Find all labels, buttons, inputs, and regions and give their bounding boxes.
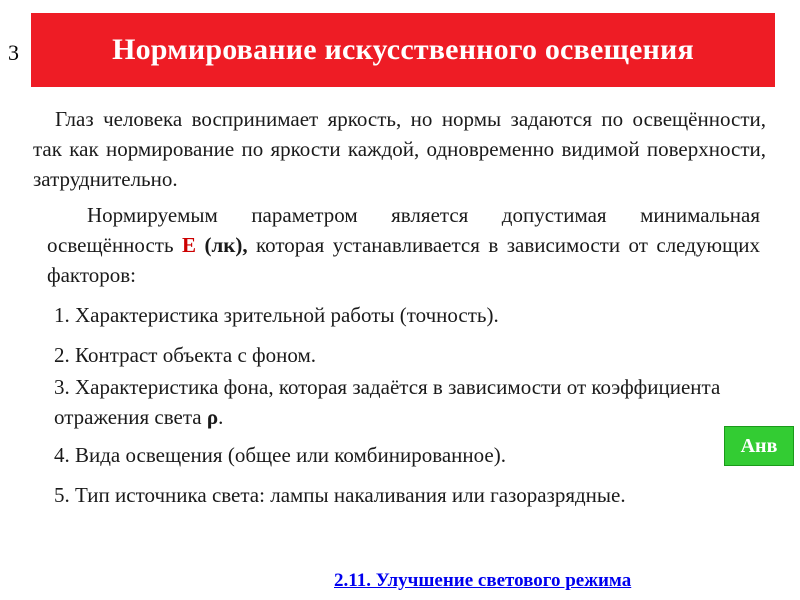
- paragraph-text-after: которая устанавливается в зависимости от следующих факторов:: [47, 233, 761, 287]
- factor-item-2: 2. Контраст объекта с фоном.: [54, 343, 317, 367]
- normalized-parameter-paragraph: [47, 200, 760, 290]
- intro-paragraph: Глаз человека воспринимает яркость, но нормы задаются по освещённости, так как нормирование по яркости каждой, одновременно видимой поверхности, затруднительно.: [33, 107, 766, 191]
- section-link[interactable]: 2.11. Улучшение светового режима: [334, 570, 632, 591]
- anv-button[interactable]: Анв: [724, 426, 794, 466]
- illuminance-symbol: Е: [181, 233, 196, 257]
- illuminance-unit: (лк),: [196, 233, 248, 257]
- factor-item-3: [54, 372, 754, 432]
- slide-number: 3: [8, 40, 19, 65]
- factor-3-text: 3. Характеристика фона, которая задаётся в зависимости от коэффициента отражения света: [54, 375, 721, 429]
- factor-item-4: 4. Вида освещения (общее или комбинированное).: [54, 443, 506, 467]
- factor-3-end: .: [218, 405, 224, 429]
- factor-item-5: 5. Тип источника света: лампы накаливания или газоразрядные.: [54, 483, 626, 507]
- slide-title: Нормирование искусственного освещения: [112, 33, 694, 66]
- paragraph-text-before: Нормируемым параметром является допустимая минимальная освещённость: [47, 203, 760, 257]
- reflection-coefficient-symbol: ρ: [206, 405, 219, 429]
- title-banner: [31, 13, 775, 87]
- factor-item-1: 1. Характеристика зрительной работы (точность).: [54, 303, 499, 327]
